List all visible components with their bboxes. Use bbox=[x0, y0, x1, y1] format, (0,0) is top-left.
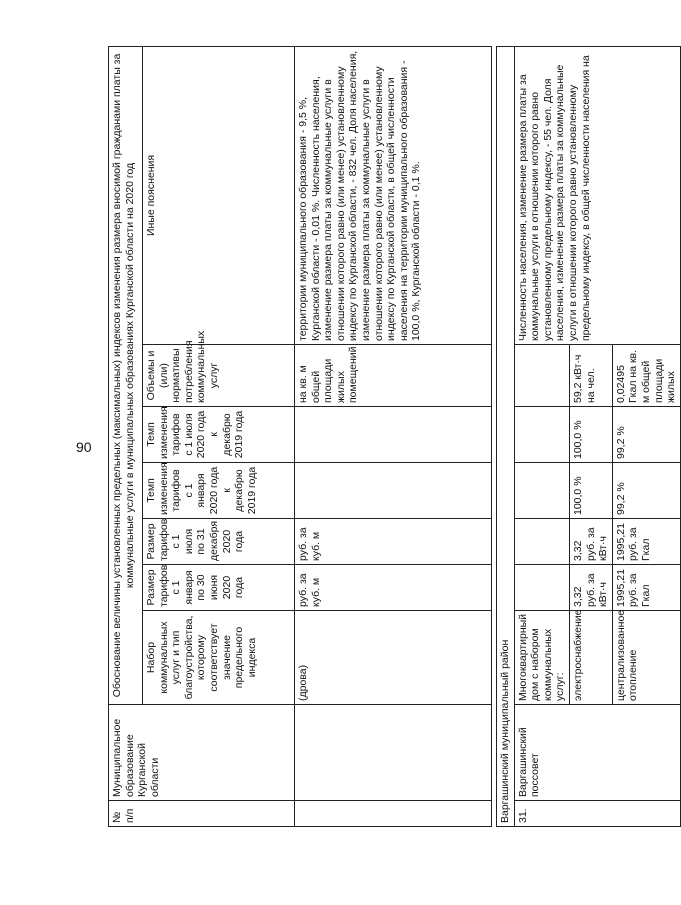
header-rate-january: Темп изменения тарифов с 1 января 2020 года к декабрю 2019 года bbox=[143, 463, 295, 519]
header-tariff-first-half: Размер тарифов с 1 января по 30 июня 2020 года bbox=[143, 565, 295, 611]
header-tariff-second-half: Размер тарифов с 1 июля по 31 декабря 2020 года bbox=[143, 519, 295, 565]
cell-rate2: 100,0 % bbox=[569, 407, 612, 463]
cell-volume: 0,02495 Гкал на кв. м общей площади жилых bbox=[612, 345, 680, 407]
cell-tariff1: 3,32 руб. за кВт·ч bbox=[569, 565, 612, 611]
cell-set: (дрова) bbox=[295, 611, 492, 705]
header-volume: Объемы и (или) нормативы потребления коммунальных услуг bbox=[143, 345, 295, 407]
municipality-name: Варгашинский поссовет bbox=[514, 705, 680, 801]
header-justification: Обоснование величины установленных предельных (максимальных) индексов изменения размера вносимой гражданами платы за коммунальные услуги в муниципальных образованиях Курганской области на 2020 год bbox=[109, 46, 143, 704]
cell-tariff2: 1995,21 руб. за Гкал bbox=[612, 519, 680, 565]
header-rate-july: Темп изменения тарифов с 1 июля 2020 года к декабрю 2019 года bbox=[143, 407, 295, 463]
page-number: 90 bbox=[76, 439, 92, 455]
cell-volume: на кв. м общей площади жилых помещений bbox=[295, 345, 492, 407]
district-row bbox=[497, 46, 515, 826]
cell-rate1: 100,0 % bbox=[569, 463, 612, 519]
row-number: 31. bbox=[514, 801, 680, 827]
cell-tariff1: 1995,21 руб. за Гкал bbox=[612, 565, 680, 611]
cell-rate1: 99,2 % bbox=[612, 463, 680, 519]
cell-rate2 bbox=[295, 407, 492, 463]
table-row bbox=[514, 46, 569, 826]
cell-notes: территории муниципального образования - 9,5 %, Курганской области - 0,01 %. Численность населения, изменение размера платы за коммунальные услуги в отношении которого равно (или менее) установленному индексу по Курганской области, - 832 чел. Доля населения, изменение размера платы за коммунальные услуги в отношении которого равно (или менее) установленному индексу по Курганской области, в общей численности населения на территории муниципального образования - 100,0 %, Курганской области - 0,1 %. bbox=[295, 46, 492, 344]
table-row bbox=[295, 46, 492, 826]
header-notes: Иные пояснения bbox=[143, 46, 295, 344]
cell-tariff2: руб. за куб. м bbox=[295, 519, 492, 565]
cell-rate1 bbox=[295, 463, 492, 519]
district-title: Варгашинский муниципальный район bbox=[497, 46, 515, 826]
cell-rate2: 99,2 % bbox=[612, 407, 680, 463]
index-justification-table bbox=[108, 46, 681, 827]
cell-tariff2: 3,32 руб. за кВт·ч bbox=[569, 519, 612, 565]
cell-tariff1: руб. за куб. м bbox=[295, 565, 492, 611]
header-set: Набор коммунальных услуг и тип благоустройства, которому соответствует значение предельного индекса bbox=[143, 611, 295, 705]
header-municipality: Муниципальное образование Курганской области bbox=[109, 705, 295, 801]
cell-set: электроснабжение bbox=[569, 611, 612, 705]
cell-notes: Численность населения, изменение размера платы за коммунальные услуги в отношении которого равно установленному предельному индексу, - 55 чел. Доля населения, изменение размера платы за коммунальные услуги в отношении которого равно установленному предельному индексу, в общей численности населения на bbox=[514, 46, 680, 344]
cell-volume: 59,2 кВт·ч на чел. bbox=[569, 345, 612, 407]
rotated-table-area bbox=[108, 47, 678, 827]
cell-set: Многоквартирный дом с набором коммунальных услуг: bbox=[514, 611, 569, 705]
cell-set: централизованное отопление bbox=[612, 611, 680, 705]
header-num: № п/п bbox=[109, 801, 295, 827]
